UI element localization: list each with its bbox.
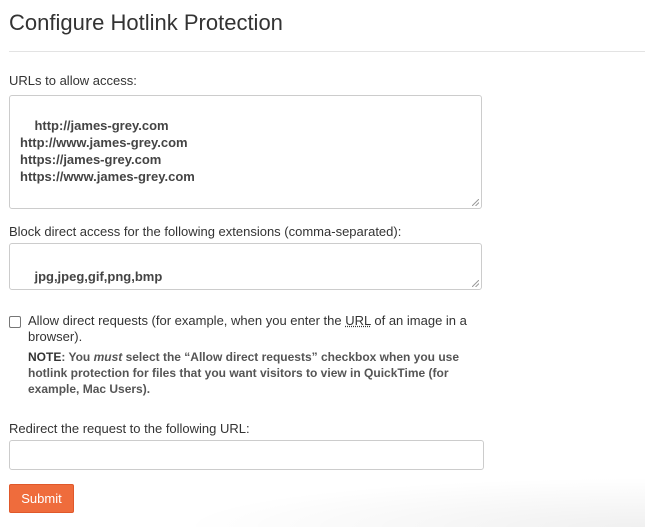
allow-direct-requests-label[interactable]	[28, 313, 488, 345]
checkbox-label-text-end: of an image in a browser).	[28, 313, 467, 344]
note-text-2: select the “Allow direct requests” checkbox when you use hotlink protection for files that you want visitors to view in QuickTime (for example, Mac Users).	[28, 350, 460, 396]
resize-grip-icon[interactable]	[472, 199, 479, 206]
quicktime-note	[28, 349, 498, 397]
title-divider	[9, 51, 645, 52]
urls-label: URLs to allow access:	[9, 73, 137, 88]
redirect-url-input[interactable]	[9, 440, 484, 470]
extensions-label: Block direct access for the following extensions (comma-separated):	[9, 224, 402, 239]
page-title: Configure Hotlink Protection	[9, 10, 283, 35]
note-text-1: : You	[61, 350, 94, 364]
extensions-textarea[interactable]	[9, 243, 482, 290]
bottom-shadow	[175, 477, 645, 527]
urls-textarea[interactable]	[9, 95, 482, 209]
urls-textarea-value: http://james-grey.com http://www.james-grey.com https://james-grey.com https://www.james-grey.com	[20, 118, 195, 184]
redirect-label: Redirect the request to the following URL:	[9, 421, 250, 436]
allow-direct-requests-checkbox[interactable]	[9, 316, 21, 328]
submit-button[interactable]: Submit	[9, 484, 74, 513]
extensions-textarea-value: jpg,jpeg,gif,png,bmp	[34, 269, 163, 284]
url-abbreviation: URL	[345, 313, 371, 328]
note-prefix: NOTE	[28, 350, 62, 364]
checkbox-label-text: Allow direct requests (for example, when you enter the	[28, 313, 346, 328]
note-emphasis: must	[93, 350, 123, 364]
resize-grip-icon[interactable]	[472, 280, 479, 287]
